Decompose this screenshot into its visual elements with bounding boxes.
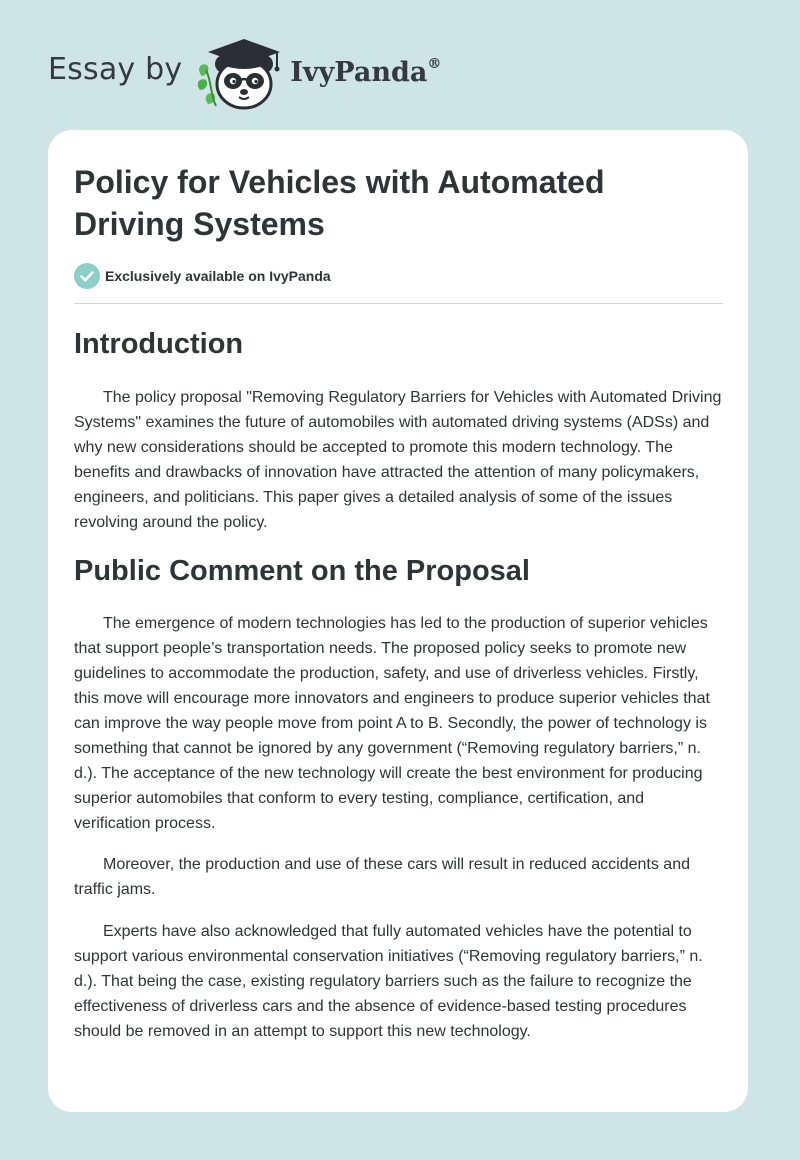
badge-label: Exclusively available on IvyPanda <box>105 268 331 284</box>
essay-card <box>48 130 748 1112</box>
exclusive-badge <box>74 263 331 289</box>
section-heading-public-comment: Public Comment on the Proposal <box>74 555 530 587</box>
paragraph: The policy proposal "Removing Regulatory Barriers for Vehicles with Automated Driving Systems" examines the future of automobiles with automated driving systems (ADSs) and why new considerations should be accepted to promote this modern technology. The benefits and drawbacks of innovation have attracted the attention of many policymakers, engineers, and politicians. This paper gives a detailed analysis of some of the issues revolving around the policy. <box>74 389 722 531</box>
essay-title: Policy for Vehicles with Automated Driving Systems <box>74 164 605 242</box>
essay-by-ivypanda-header <box>48 34 441 110</box>
paragraph: Moreover, the production and use of these cars will result in reduced accidents and traffic jams. <box>74 856 690 898</box>
paragraph: The emergence of modern technologies has led to the production of superior vehicles that support people’s transportation needs. The proposed policy seeks to promote new guidelines to accommodate the production, safety, and use of driverless vehicles. Firstly, this move will encourage more innovators and engineers to produce superior vehicles that can improve the way people move from point A to B. Secondly, the power of technology is something that cannot be ignored by any government (“Removing regulatory barriers,” n. d.). The acceptance of the new technology will create the best environment for producing superior automobiles that conform to every testing, compliance, certification, and verification process. <box>74 615 710 832</box>
section-heading-introduction: Introduction <box>74 328 244 360</box>
paragraph: Experts have also acknowledged that fully automated vehicles have the potential to support various environmental conservation initiatives (“Removing regulatory barriers,” n. d.). That being the case, existing regulatory barriers such as the failure to recognize the effectiveness of driverless cars and the absence of evidence-based testing procedures should be removed in an attempt to support this new technology. <box>74 923 703 1040</box>
brand-prefix: Essay by <box>48 51 183 87</box>
divider <box>74 303 723 304</box>
panda-graduate-logo-icon <box>196 34 288 110</box>
registered-mark: ® <box>427 55 442 72</box>
brand-name: IvyPanda® <box>290 55 442 88</box>
check-circle-icon <box>74 263 100 289</box>
